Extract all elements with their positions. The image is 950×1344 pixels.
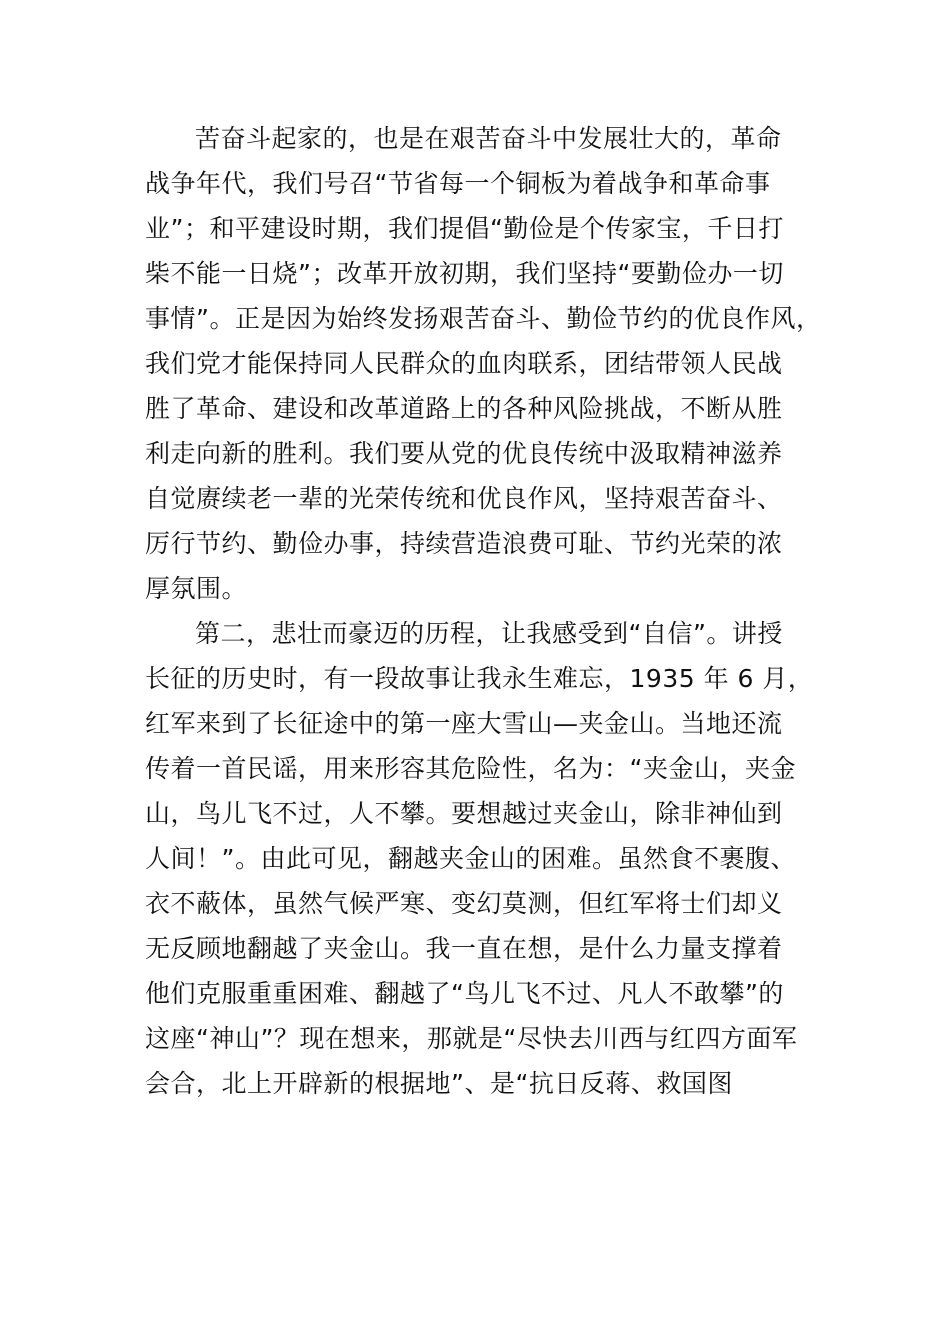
paragraph-line: 事情”。正是因为始终发扬艰苦奋斗、勤俭节约的优良作风，	[145, 304, 822, 333]
body-text	[145, 116, 845, 1106]
paragraph-line: 他们克服重重困难、翻越了“鸟儿飞不过、凡人不敢攀”的	[145, 979, 784, 1008]
paragraph-line: 长征的历史时，有一段故事让我永生难忘，1935 年 6 月，	[145, 664, 814, 693]
paragraph-line: 利走向新的胜利。我们要从党的优良传统中汲取精神滋养	[145, 439, 783, 468]
paragraph-line: 红军来到了长征途中的第一座大雪山—夹金山。当地还流	[145, 709, 783, 738]
paragraph-line: 苦奋斗起家的，也是在艰苦奋斗中发展壮大的，革命	[195, 124, 782, 153]
paragraph-line: 无反顾地翻越了夹金山。我一直在想，是什么力量支撑着	[145, 934, 783, 963]
paragraph-line: 业”；和平建设时期，我们提倡“勤俭是个传家宝，千日打	[145, 214, 784, 243]
paragraph-line: 胜了革命、建设和改革道路上的各种风险挑战，不断从胜	[145, 394, 783, 423]
paragraph-line: 传着一首民谣，用来形容其危险性，名为：“夹金山，夹金	[145, 754, 796, 783]
paragraph-line: 厚氛围。	[145, 574, 248, 603]
paragraph-line: 自觉赓续老一辈的光荣传统和优良作风，坚持艰苦奋斗、	[145, 484, 783, 513]
paragraph-2	[145, 611, 845, 1106]
paragraph-line: 这座“神山”？现在想来，那就是“尽快去川西与红四方面军	[145, 1024, 798, 1053]
paragraph-line: 战争年代，我们号召“节省每一个铜板为着战争和革命事	[145, 169, 771, 198]
paragraph-line: 厉行节约、勤俭办事，持续营造浪费可耻、节约光荣的浓	[145, 529, 783, 558]
paragraph-1	[145, 116, 845, 611]
paragraph-line: 我们党才能保持同人民群众的血肉联系，团结带领人民战	[145, 349, 783, 378]
paragraph-line: 山，鸟儿飞不过，人不攀。要想越过夹金山，除非神仙到	[145, 799, 783, 828]
paragraph-line: 柴不能一日烧”；改革开放初期，我们坚持“要勤俭办一切	[145, 259, 784, 288]
paragraph-line: 人间！”。由此可见，翻越夹金山的困难。虽然食不裹腹、	[145, 844, 796, 873]
paragraph-line: 衣不蔽体，虽然气候严寒、变幻莫测，但红军将士们却义	[145, 889, 783, 918]
paragraph-line: 第二，悲壮而豪迈的历程，让我感受到“自信”。讲授	[195, 619, 783, 648]
paragraph-line: 会合，北上开辟新的根据地”、是“抗日反蒋、救国图	[145, 1069, 733, 1098]
